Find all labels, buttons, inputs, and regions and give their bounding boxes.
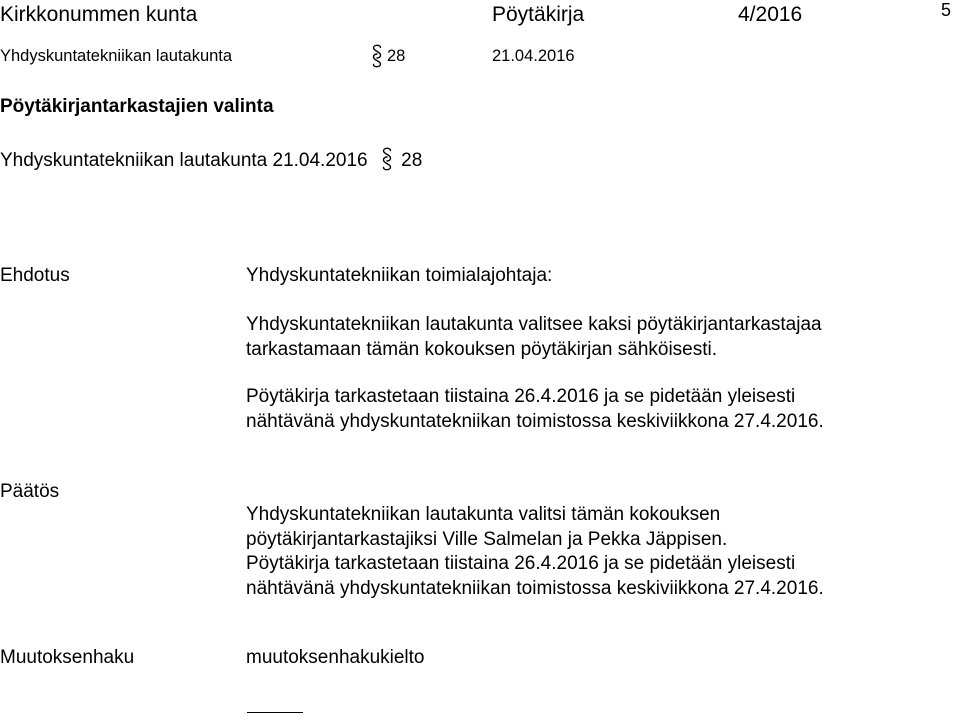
paatos-paragraph [246,503,824,601]
muutoksenhaku-label: Muutoksenhaku [0,647,135,668]
document-type: Pöytäkirja [492,3,585,26]
section-reference [0,145,422,173]
paragraph-line: nähtävänä yhdyskuntatekniikan toimistossa keskiviikkona 27.4.2016. [246,577,824,599]
signature-rule [247,712,303,713]
municipality-name: Kirkkonummen kunta [0,3,198,26]
reference-committee-date: Yhdyskuntatekniikan lautakunta 21.04.2016 [0,150,368,171]
section-title: Pöytäkirjantarkastajien valinta [0,96,274,117]
paragraph-line: nähtävänä yhdyskuntatekniikan toimistossa keskiviikkona 27.4.2016. [246,410,824,432]
paatos-label: Päätös [0,481,60,502]
section-sign-icon [381,145,393,173]
paragraph-line: Yhdyskuntatekniikan lautakunta valitsi tämän kokouksen [246,504,721,525]
paragraph-line: tarkastamaan tämän kokouksen pöytäkirjan sähköisesti. [246,338,718,360]
paragraph-line: Pöytäkirja tarkastetaan tiistaina 26.4.2016 ja se pidetään yleisesti [246,553,796,574]
paragraph-line: Pöytäkirja tarkastetaan tiistaina 26.4.2016 ja se pidetään yleisesti [246,386,796,407]
muutoksenhaku-value: muutoksenhakukielto [246,647,425,668]
ehdotus-paragraph-1 [246,313,822,362]
ehdotus-paragraph-2 [246,385,824,434]
presenter-line: Yhdyskuntatekniikan toimialajohtaja: [246,265,553,286]
committee-name: Yhdyskuntatekniikan lautakunta [0,47,233,65]
document-number: 4/2016 [738,3,803,26]
reference-section-number: 28 [401,150,423,171]
meeting-date: 21.04.2016 [492,47,575,65]
page-number: 5 [941,0,952,20]
section-sign-icon [371,42,383,70]
paragraph-line: pöytäkirjantarkastajiksi Ville Salmelan ja Pekka Jäppisen. [246,528,728,550]
paragraph-line: Yhdyskuntatekniikan lautakunta valitsee kaksi pöytäkirjantarkastajaa [246,314,822,335]
ehdotus-label: Ehdotus [0,265,70,286]
header-section-number: 28 [387,47,406,65]
